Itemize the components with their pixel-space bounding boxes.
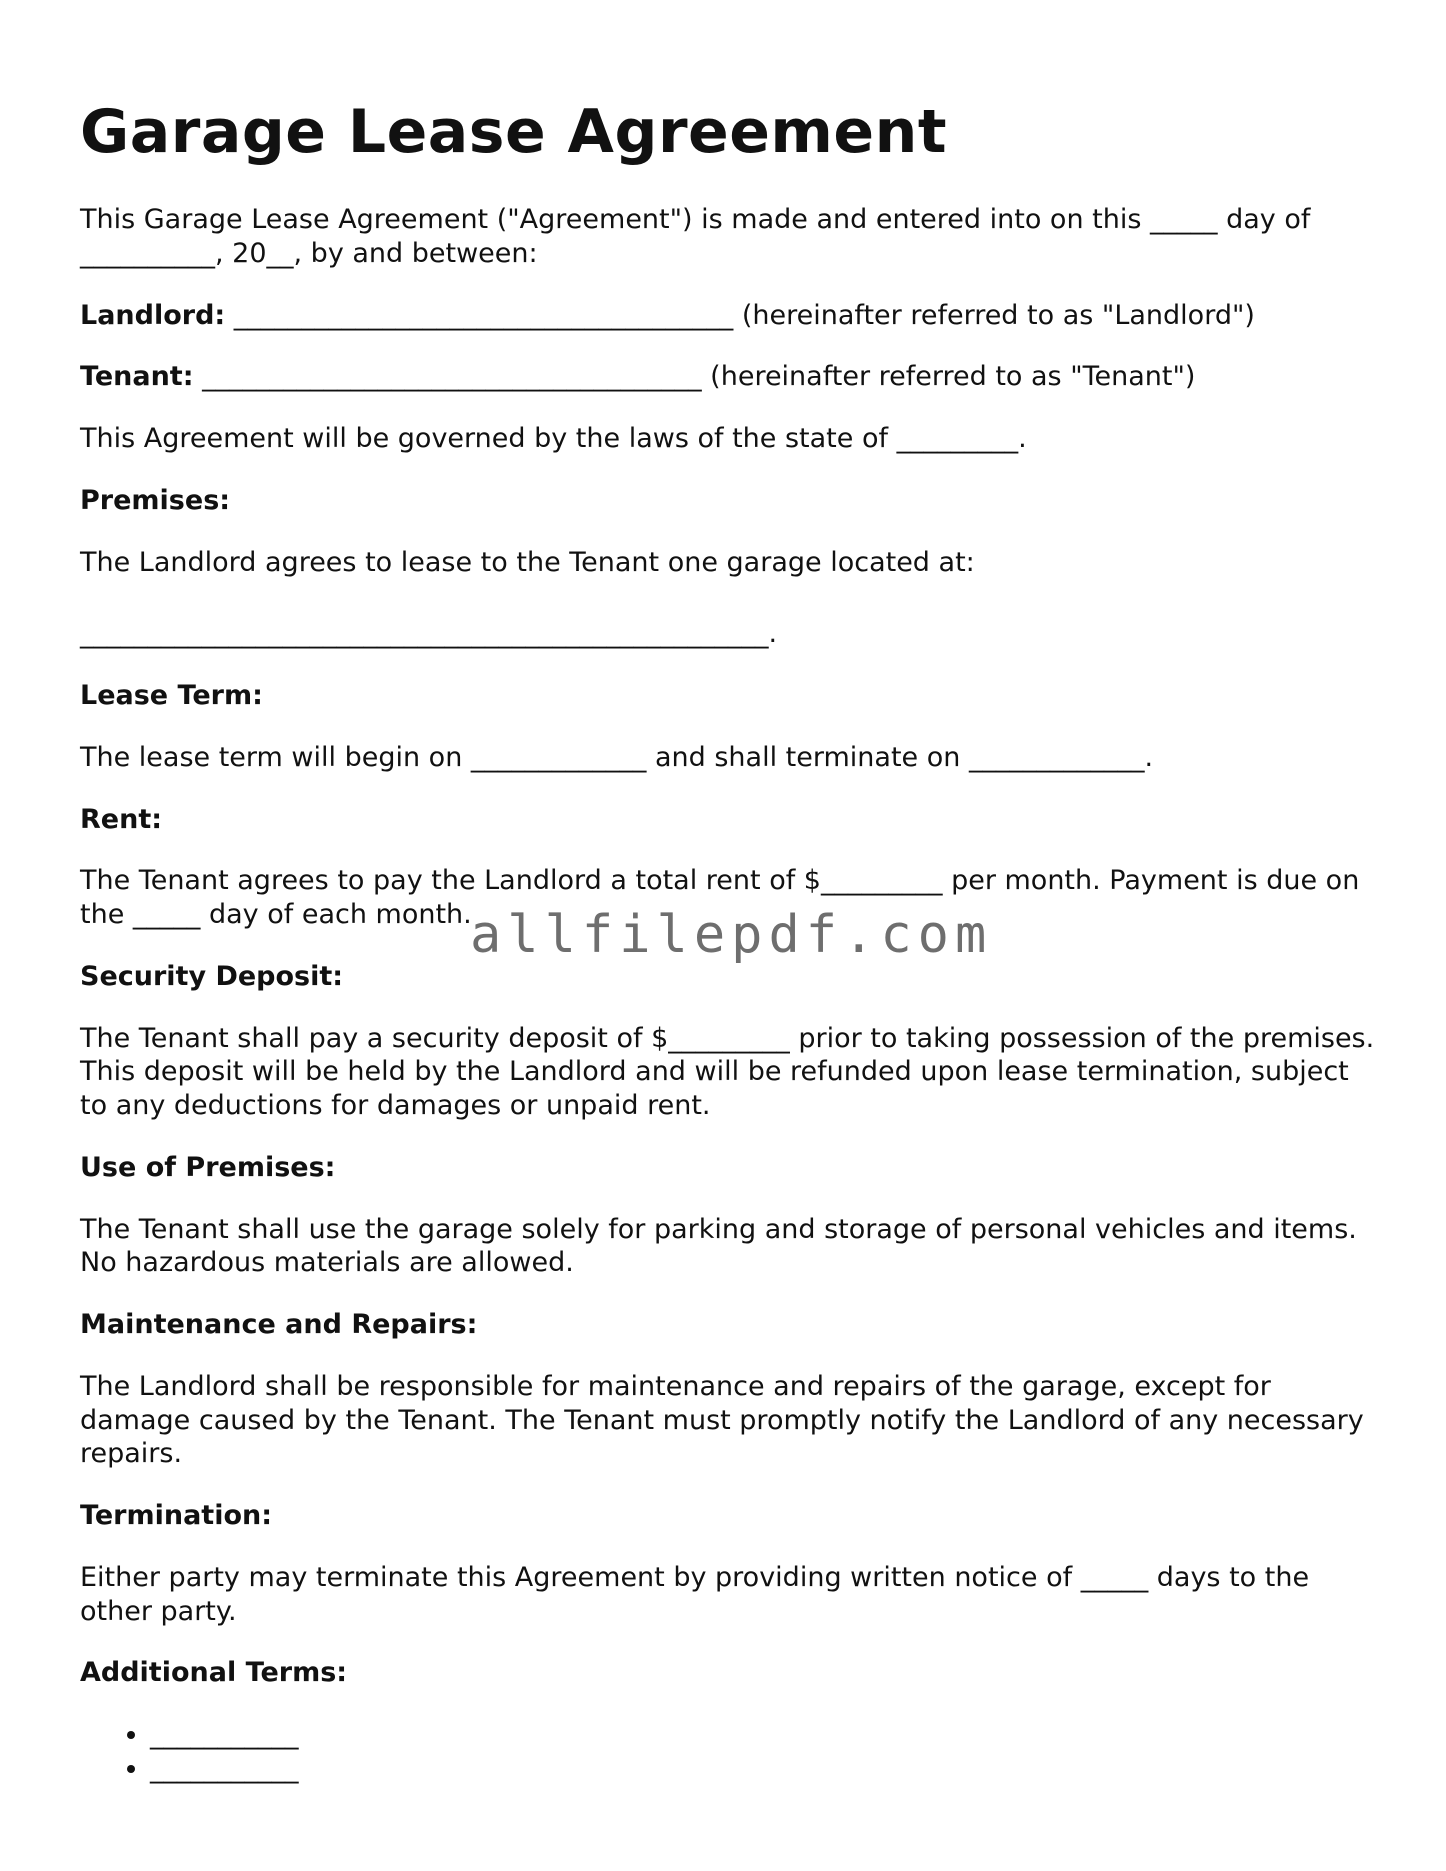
rent-heading: Rent:	[80, 803, 163, 835]
lease-term-body: The lease term will begin on _____________ and shall terminate on _____________.	[80, 741, 1154, 773]
watermark: allfilepdf.com	[470, 905, 993, 965]
additional-terms-list	[80, 1718, 1380, 1786]
intro-paragraph: This Garage Lease Agreement ("Agreement") is made and entered into on this _____ day of __________, 20__, by and between:	[80, 204, 1311, 269]
premises-heading: Premises:	[80, 484, 231, 516]
use-of-premises-heading: Use of Premises:	[80, 1151, 336, 1183]
use-of-premises-body: The Tenant shall use the garage solely for parking and storage of personal vehicles and items. No hazardous materials are allowed.	[80, 1213, 1357, 1279]
governing-law-paragraph: This Agreement will be governed by the laws of the state of _________.	[80, 423, 1027, 454]
termination-heading: Termination:	[80, 1500, 273, 1531]
tenant-label: Tenant:	[80, 361, 194, 393]
termination-body: Either party may terminate this Agreement by providing written notice of _____ days to the other party.	[80, 1561, 1310, 1627]
list-item: • ___________	[150, 1752, 1380, 1786]
landlord-label: Landlord:	[80, 299, 226, 331]
rent-body: The Tenant agrees to pay the Landlord a total rent of $_________ per month. Payment is due on the _____ day of each month.	[80, 865, 1360, 930]
maintenance-heading: Maintenance and Repairs:	[80, 1309, 478, 1340]
landlord-blank-text: _____________________________________ (hereinafter referred to as "Landlord")	[225, 299, 1255, 331]
list-item: • ___________	[150, 1718, 1380, 1752]
security-deposit-heading: Security Deposit:	[80, 960, 344, 992]
tenant-line	[80, 360, 1380, 394]
landlord-line	[80, 299, 1380, 333]
maintenance-body: The Landlord shall be responsible for maintenance and repairs of the garage, except for damage caused by the Tenant. The Tenant must promptly notify the Landlord of any necessary repairs.	[80, 1370, 1364, 1470]
document-title: Garage Lease Agreement	[80, 97, 948, 167]
tenant-blank-text: _____________________________________ (hereinafter referred to as "Tenant")	[193, 361, 1196, 393]
security-deposit-body: The Tenant shall pay a security deposit of $_________ prior to taking possession of the premises. This deposit will be held by the Landlord and will be refunded upon lease termination, subject to any deductions for damages or unpaid rent.	[80, 1022, 1375, 1121]
premises-body: The Landlord agrees to lease to the Tenant one garage located at:	[80, 546, 975, 578]
additional-terms-heading: Additional Terms:	[80, 1657, 348, 1689]
premises-address-line: ___________________________________________________.	[80, 618, 778, 650]
lease-term-heading: Lease Term:	[80, 680, 263, 711]
